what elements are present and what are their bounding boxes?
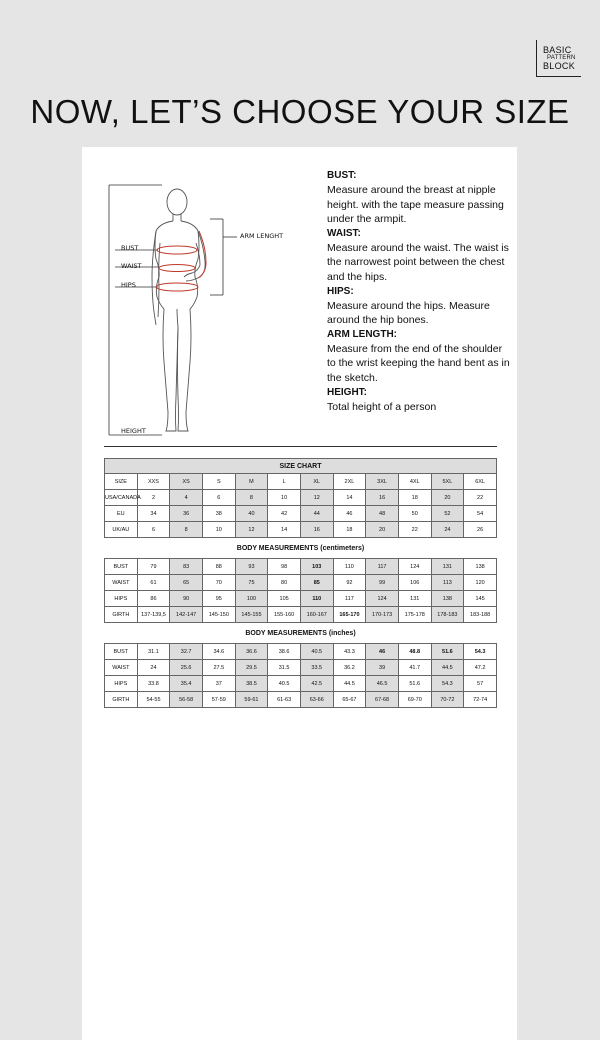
- table-cell: 40.5: [268, 676, 301, 692]
- table-cell: 54: [464, 506, 497, 522]
- table-cell: 34.6: [202, 644, 235, 660]
- logo-line-3: BLOCK: [543, 61, 576, 71]
- row-label: WAIST: [105, 660, 138, 676]
- page-title: NOW, LET’S CHOOSE YOUR SIZE: [30, 93, 570, 130]
- table-cell: 165-170: [333, 607, 366, 623]
- desc-heading: HIPS:: [327, 285, 354, 297]
- table-cell: XXS: [137, 474, 170, 490]
- table-cell: 155-160: [268, 607, 301, 623]
- table-cell: 38.5: [235, 676, 268, 692]
- table-cell: 41.7: [398, 660, 431, 676]
- table-cell: 124: [366, 591, 399, 607]
- table-cell: 20: [431, 490, 464, 506]
- section-heading: BODY MEASUREMENTS (inches): [105, 623, 497, 644]
- label-bust: BUST: [121, 244, 139, 252]
- size-chart-table: [104, 458, 497, 708]
- table-cell: 40: [235, 506, 268, 522]
- section-heading: BODY MEASUREMENTS (centimeters): [105, 538, 497, 559]
- table-cell: 26: [464, 522, 497, 538]
- desc-text: Measure around the waist. The waist is the narrowest point between the chest and the hips.: [327, 241, 509, 283]
- table-cell: 105: [268, 591, 301, 607]
- table-cell: 67-68: [366, 692, 399, 708]
- table-cell: 90: [170, 591, 203, 607]
- desc-heading: ARM LENGTH:: [327, 328, 397, 340]
- table-cell: 72-74: [464, 692, 497, 708]
- table-row: [105, 559, 497, 575]
- table-row: [105, 607, 497, 623]
- table-cell: 6XL: [464, 474, 497, 490]
- table-cell: 145-155: [235, 607, 268, 623]
- table-cell: 110: [333, 559, 366, 575]
- table-cell: 117: [333, 591, 366, 607]
- table-cell: 75: [235, 575, 268, 591]
- table-cell: 16: [366, 490, 399, 506]
- section-heading-row: [105, 623, 497, 644]
- table-cell: 12: [300, 490, 333, 506]
- size-chart: [104, 458, 497, 708]
- table-cell: 35.4: [170, 676, 203, 692]
- desc-heading: HEIGHT:: [327, 386, 367, 398]
- table-cell: 36.2: [333, 660, 366, 676]
- table-cell: 88: [202, 559, 235, 575]
- table-cell: 61: [137, 575, 170, 591]
- row-label: USA/CANADA: [105, 490, 138, 506]
- table-cell: 57: [464, 676, 497, 692]
- table-cell: 22: [398, 522, 431, 538]
- table-cell: 43.3: [333, 644, 366, 660]
- table-cell: 79: [137, 559, 170, 575]
- table-cell: 131: [431, 559, 464, 575]
- table-cell: 6: [202, 490, 235, 506]
- desc-heading: BUST:: [327, 170, 357, 181]
- table-cell: 92: [333, 575, 366, 591]
- table-cell: 54.3: [431, 676, 464, 692]
- table-cell: 56-58: [170, 692, 203, 708]
- table-cell: 80: [268, 575, 301, 591]
- table-cell: 14: [333, 490, 366, 506]
- table-cell: 5XL: [431, 474, 464, 490]
- table-cell: 52: [431, 506, 464, 522]
- table-cell: 48.8: [398, 644, 431, 660]
- table-cell: 46: [366, 644, 399, 660]
- table-cell: 42.5: [300, 676, 333, 692]
- table-cell: 10: [268, 490, 301, 506]
- table-cell: 4: [170, 490, 203, 506]
- table-cell: 183-188: [464, 607, 497, 623]
- table-cell: 44.5: [333, 676, 366, 692]
- table-cell: 42: [268, 506, 301, 522]
- table-cell: 65: [170, 575, 203, 591]
- table-cell: 175-178: [398, 607, 431, 623]
- table-cell: 124: [398, 559, 431, 575]
- desc-text: Measure around the hips. Measure around the hip bones.: [327, 299, 490, 327]
- table-cell: 54.3: [464, 644, 497, 660]
- row-label: EU: [105, 506, 138, 522]
- table-cell: 85: [300, 575, 333, 591]
- desc-text: Measure around the breast at nipple height. with the tape measure passing under the armpit.: [327, 184, 504, 226]
- table-cell: 48: [366, 506, 399, 522]
- size-guide-sheet: [82, 147, 517, 1040]
- table-cell: 16: [300, 522, 333, 538]
- table-cell: 160-167: [300, 607, 333, 623]
- table-cell: 99: [366, 575, 399, 591]
- table-cell: 57-59: [202, 692, 235, 708]
- table-cell: 10: [202, 522, 235, 538]
- label-waist: WAIST: [121, 262, 142, 270]
- table-cell: 32.7: [170, 644, 203, 660]
- table-cell: 46: [333, 506, 366, 522]
- row-label: UK/AU: [105, 522, 138, 538]
- row-label: GIRTH: [105, 607, 138, 623]
- table-row: [105, 474, 497, 490]
- label-hips: HIPS: [121, 281, 136, 289]
- table-row: [105, 591, 497, 607]
- measurement-descriptions: [327, 169, 512, 414]
- table-cell: 70: [202, 575, 235, 591]
- table-cell: 29.5: [235, 660, 268, 676]
- table-cell: 33.8: [137, 676, 170, 692]
- table-row: [105, 575, 497, 591]
- table-cell: L: [268, 474, 301, 490]
- logo-line-2: PATTERN: [547, 55, 576, 61]
- table-cell: 38.6: [268, 644, 301, 660]
- table-cell: 37: [202, 676, 235, 692]
- table-cell: 44: [300, 506, 333, 522]
- table-cell: 86: [137, 591, 170, 607]
- table-row: [105, 676, 497, 692]
- table-cell: 120: [464, 575, 497, 591]
- table-cell: 31.1: [137, 644, 170, 660]
- row-label: BUST: [105, 559, 138, 575]
- table-cell: 61-63: [268, 692, 301, 708]
- desc-text: Measure from the end of the shoulder to the wrist keeping the hand bent as in the sketch.: [327, 342, 510, 384]
- table-cell: 103: [300, 559, 333, 575]
- table-row: [105, 506, 497, 522]
- table-cell: 8: [235, 490, 268, 506]
- table-cell: 24: [137, 660, 170, 676]
- table-cell: 25.6: [170, 660, 203, 676]
- table-row: [105, 644, 497, 660]
- table-cell: 8: [170, 522, 203, 538]
- table-cell: 34: [137, 506, 170, 522]
- table-cell: 47.2: [464, 660, 497, 676]
- table-cell: 70-72: [431, 692, 464, 708]
- label-height: HEIGHT: [121, 427, 146, 435]
- table-cell: 27.5: [202, 660, 235, 676]
- table-cell: 95: [202, 591, 235, 607]
- table-cell: 36.6: [235, 644, 268, 660]
- table-cell: 131: [398, 591, 431, 607]
- table-cell: M: [235, 474, 268, 490]
- table-cell: 93: [235, 559, 268, 575]
- table-cell: 36: [170, 506, 203, 522]
- table-cell: 22: [464, 490, 497, 506]
- table-cell: 12: [235, 522, 268, 538]
- table-cell: 2XL: [333, 474, 366, 490]
- table-cell: 142-147: [170, 607, 203, 623]
- table-cell: 83: [170, 559, 203, 575]
- table-cell: 4XL: [398, 474, 431, 490]
- table-cell: 178-183: [431, 607, 464, 623]
- table-cell: 14: [268, 522, 301, 538]
- table-cell: 38: [202, 506, 235, 522]
- table-cell: XS: [170, 474, 203, 490]
- row-label: GIRTH: [105, 692, 138, 708]
- table-cell: 46.5: [366, 676, 399, 692]
- table-cell: S: [202, 474, 235, 490]
- table-cell: 33.5: [300, 660, 333, 676]
- table-cell: 3XL: [366, 474, 399, 490]
- body-measurement-figure: [82, 147, 322, 447]
- table-cell: 106: [398, 575, 431, 591]
- table-cell: XL: [300, 474, 333, 490]
- table-cell: 24: [431, 522, 464, 538]
- table-cell: 20: [366, 522, 399, 538]
- section-heading-row: [105, 538, 497, 559]
- table-cell: 50: [398, 506, 431, 522]
- table-cell: 18: [333, 522, 366, 538]
- divider: [104, 446, 497, 447]
- table-cell: 98: [268, 559, 301, 575]
- label-arm-length: ARM LENGHT: [240, 232, 284, 240]
- table-heading: SIZE CHART: [105, 459, 497, 474]
- table-cell: 145: [464, 591, 497, 607]
- table-cell: 100: [235, 591, 268, 607]
- table-row: [105, 660, 497, 676]
- table-cell: 51.6: [431, 644, 464, 660]
- table-cell: 138: [431, 591, 464, 607]
- table-cell: 110: [300, 591, 333, 607]
- table-cell: 138: [464, 559, 497, 575]
- desc-heading: WAIST:: [327, 227, 361, 239]
- table-cell: 113: [431, 575, 464, 591]
- table-cell: 54-55: [137, 692, 170, 708]
- desc-text: Total height of a person: [327, 400, 437, 413]
- table-cell: 117: [366, 559, 399, 575]
- table-cell: 69-70: [398, 692, 431, 708]
- table-cell: 145-150: [202, 607, 235, 623]
- table-row: [105, 490, 497, 506]
- row-label: HIPS: [105, 676, 138, 692]
- table-cell: 59-61: [235, 692, 268, 708]
- table-cell: 63-66: [300, 692, 333, 708]
- table-cell: 18: [398, 490, 431, 506]
- table-cell: 170-173: [366, 607, 399, 623]
- table-cell: 40.5: [300, 644, 333, 660]
- table-cell: 51.6: [398, 676, 431, 692]
- brand-logo: [536, 40, 581, 77]
- table-cell: 31.5: [268, 660, 301, 676]
- row-label: HIPS: [105, 591, 138, 607]
- table-row: [105, 692, 497, 708]
- table-cell: 2: [137, 490, 170, 506]
- table-heading-row: [105, 459, 497, 474]
- logo-line-1: BASIC: [543, 45, 572, 55]
- table-cell: 44.5: [431, 660, 464, 676]
- table-cell: 6: [137, 522, 170, 538]
- table-cell: 65-67: [333, 692, 366, 708]
- row-label: WAIST: [105, 575, 138, 591]
- table-row: [105, 522, 497, 538]
- table-cell: 137-139,5: [137, 607, 170, 623]
- row-label: BUST: [105, 644, 138, 660]
- table-cell: 39: [366, 660, 399, 676]
- row-label: SIZE: [105, 474, 138, 490]
